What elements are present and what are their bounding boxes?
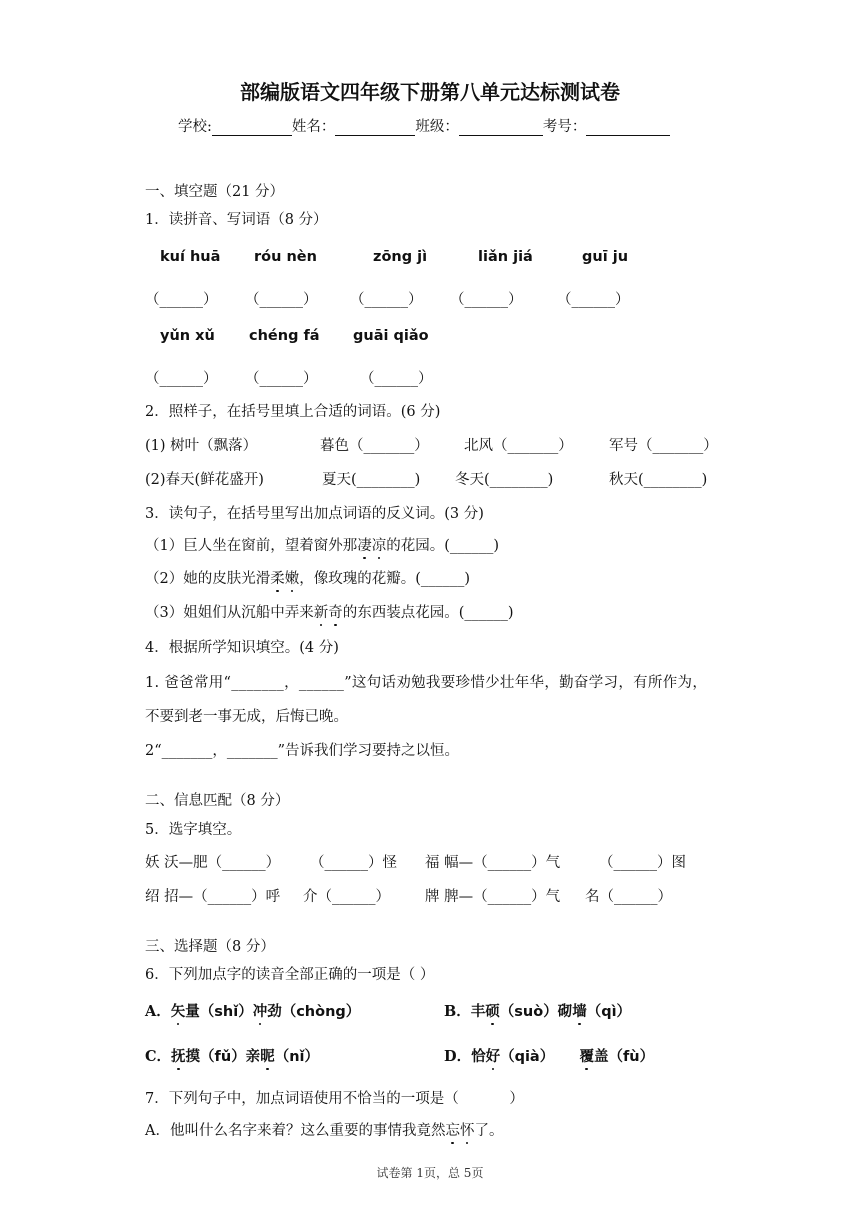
answer-blank[interactable]: （______）: [245, 371, 318, 387]
q5-item[interactable]: 介（______）: [303, 889, 390, 905]
answer-blank[interactable]: （______）: [145, 371, 218, 387]
option-label: D．恰: [444, 1048, 486, 1065]
dotted-char: 柔: [270, 571, 285, 587]
q2-item[interactable]: 暮色（_______）: [320, 438, 429, 454]
q2-example: (1) 树叶（飘落）: [145, 438, 258, 454]
answer-blank[interactable]: （______）: [350, 292, 423, 308]
option-text: ）亲: [231, 1048, 261, 1065]
number-blank[interactable]: [586, 121, 670, 136]
answer-blank[interactable]: （______）: [450, 292, 523, 308]
pinyin: shǐ: [214, 1004, 239, 1020]
number-label: 考号：: [542, 119, 587, 135]
pinyin-5: guī ju: [582, 249, 629, 265]
option-label: A．: [145, 1003, 171, 1020]
option-text: （: [500, 1048, 515, 1065]
dotted-char: 凄: [357, 538, 372, 554]
option-text: （: [499, 1003, 515, 1020]
dotted-char: 墙: [572, 1003, 587, 1020]
pinyin: qià: [514, 1049, 540, 1065]
pinyin-4: liǎn jiá: [478, 249, 533, 265]
dotted-char: 忘: [445, 1123, 460, 1139]
page-title: 部编版语文四年级下册第八单元达标测试卷: [240, 80, 620, 104]
sentence-text: ，像玫瑰的花瓣。(______): [299, 571, 471, 587]
question-5-title: 5．选字填空。: [145, 822, 242, 838]
page-footer: 试卷第 1页，总 5页: [376, 1166, 484, 1180]
dotted-char: 奇: [328, 605, 343, 621]
q5-item[interactable]: 名（______）: [585, 889, 672, 905]
dotted-char: 新: [313, 605, 329, 621]
pinyin: nǐ: [289, 1049, 305, 1065]
school-blank[interactable]: [212, 121, 292, 136]
q6-option-b[interactable]: [444, 1000, 631, 1021]
answer-blank[interactable]: （______）: [360, 371, 433, 387]
q5-item[interactable]: 福 幅—（______）气: [425, 855, 561, 871]
question-4-title: 4．根据所学知识填空。(4 分): [145, 640, 339, 656]
pinyin: chòng: [296, 1004, 346, 1020]
pinyin-2: róu nèn: [254, 249, 317, 265]
answer-blank[interactable]: （______）: [557, 292, 630, 308]
class-label: 班级：: [415, 119, 459, 135]
pinyin-3: zōng jì: [373, 249, 428, 265]
sentence-text: （1）巨人坐在窗前，望着窗外那: [145, 538, 358, 554]
section-choice: 三、选择题（8 分）: [145, 939, 275, 955]
pinyin: qì: [601, 1004, 617, 1020]
q6-option-c[interactable]: [145, 1045, 319, 1066]
q4-line-1[interactable]: 1. 爸爸常用“_______，______”这句话劝勉我要珍惜少壮年华，勤奋学习，有所作为，: [145, 675, 708, 691]
option-text: ）: [616, 1003, 632, 1020]
question-2-title: 2．照样子，在括号里填上合适的词语。(6 分): [145, 404, 441, 420]
option-text: ）: [639, 1048, 655, 1065]
q7-option-a[interactable]: [145, 1119, 503, 1140]
option-label: B．丰: [444, 1003, 486, 1020]
q2-item[interactable]: 秋天(________): [609, 472, 708, 488]
q3-sentence-3[interactable]: [145, 601, 514, 622]
answer-blank[interactable]: （______）: [145, 292, 218, 308]
pinyin-1: kuí huā: [160, 249, 221, 265]
class-blank[interactable]: [459, 121, 543, 136]
pinyin-8: guāi qiǎo: [353, 328, 429, 344]
pinyin: fǔ: [214, 1049, 232, 1065]
option-text: 劲（: [267, 1003, 297, 1020]
option-text: 盖（: [593, 1048, 623, 1065]
option-text: 了。: [474, 1123, 504, 1139]
q6-option-a[interactable]: [145, 1000, 360, 1021]
student-info-line: [178, 115, 670, 136]
q3-sentence-2[interactable]: [145, 567, 470, 588]
dotted-char: 好: [485, 1048, 501, 1065]
option-text: ）: [304, 1048, 319, 1065]
q6-option-d[interactable]: [444, 1045, 654, 1066]
dotted-char: 怀: [459, 1123, 475, 1139]
dotted-char: 凉: [371, 538, 387, 554]
option-text: ）砌: [543, 1003, 573, 1020]
q2-item[interactable]: 军号（_______）: [609, 438, 718, 454]
q5-item[interactable]: 妖 沃—肥（______）: [145, 855, 281, 871]
q5-item[interactable]: （______）图: [599, 855, 686, 871]
dotted-char: 冲: [252, 1003, 268, 1020]
q5-item[interactable]: 绍 招—（______）呼: [145, 889, 281, 905]
dotted-char: 矢: [170, 1003, 186, 1020]
pinyin-6: yǔn xǔ: [160, 328, 215, 344]
option-text: A．他叫什么名字来着？这么重要的事情我竟然: [145, 1123, 446, 1139]
question-1-title: 1．读拼音、写词语（8 分）: [145, 212, 328, 228]
name-label: 姓名：: [291, 119, 336, 135]
q2-example: (2)春天(鲜花盛开): [145, 472, 264, 488]
option-text: 量（: [185, 1003, 215, 1020]
dotted-char: 嫩: [284, 571, 300, 587]
question-7-title: 7．下列句子中，加点词语使用不恰当的一项是（ ）: [145, 1091, 524, 1107]
option-text: （: [586, 1003, 602, 1020]
sentence-text: 的花园。(______): [386, 538, 500, 554]
option-text: ）: [345, 1003, 361, 1020]
q2-item[interactable]: 冬天(________): [455, 472, 554, 488]
option-text: （: [274, 1048, 290, 1065]
dotted-char: 硕: [485, 1003, 500, 1020]
option-text: 摸（: [185, 1048, 215, 1065]
q4-line-1b: 不要到老一事无成，后悔已晚。: [145, 709, 348, 725]
dotted-word: [314, 605, 343, 621]
q2-item[interactable]: 夏天(________): [322, 472, 421, 488]
option-text: ）: [539, 1048, 580, 1065]
question-3-title: 3．读句子，在括号里写出加点词语的反义词。(3 分): [145, 506, 484, 522]
dotted-char: 抚: [171, 1048, 186, 1065]
q2-item[interactable]: 北风（_______）: [464, 438, 573, 454]
dotted-word: [357, 538, 386, 554]
sentence-text: （3）姐姐们从沉船中弄来: [145, 605, 314, 621]
section-matching: 二、信息匹配（8 分）: [145, 793, 290, 809]
section-fill-in: 一、填空题（21 分）: [145, 184, 285, 200]
option-text: ）: [238, 1003, 253, 1020]
pinyin: suò: [514, 1004, 544, 1020]
pinyin: fù: [622, 1049, 640, 1065]
sentence-text: 的东西装点花园。(______): [342, 605, 514, 621]
option-label: C．: [145, 1048, 172, 1065]
pinyin-7: chéng fá: [249, 328, 320, 344]
dotted-char: 昵: [260, 1048, 275, 1065]
answer-blank[interactable]: （______）: [245, 292, 318, 308]
q5-item[interactable]: （______）怪: [310, 855, 397, 871]
school-label: 学校:: [178, 119, 212, 135]
question-6-title: 6．下列加点字的读音全部正确的一项是（ ）: [145, 967, 435, 983]
name-blank[interactable]: [335, 121, 415, 136]
dotted-word: [270, 571, 299, 587]
q3-sentence-1[interactable]: [145, 534, 499, 555]
dotted-char: 覆: [579, 1048, 594, 1065]
q5-item[interactable]: 牌 脾—（______）气: [425, 889, 561, 905]
sentence-text: （2）她的皮肤光滑: [145, 571, 271, 587]
q4-line-2[interactable]: 2“_______，_______”告诉我们学习要持之以恒。: [145, 743, 460, 759]
dotted-word: [445, 1123, 474, 1139]
